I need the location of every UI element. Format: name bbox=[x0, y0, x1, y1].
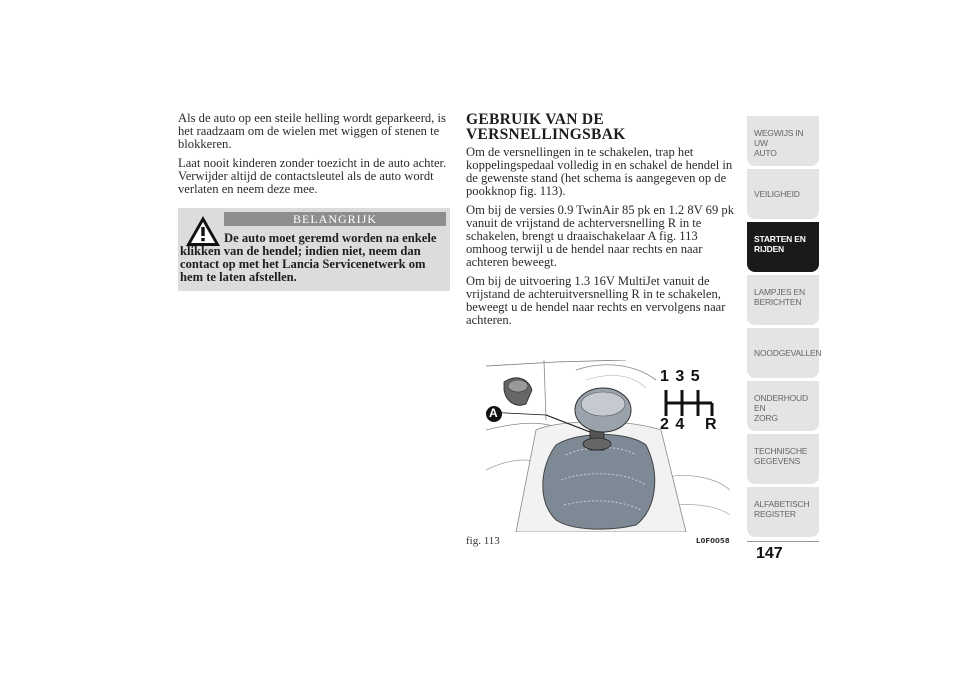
section-title: GEBRUIK VAN DE VERSNELLINGSBAK bbox=[466, 111, 626, 143]
paragraph: Laat nooit kinderen zonder toezicht in de auto achter. Verwijder altijd de contactsleutel als de auto wordt verlaten en neem deze mee. bbox=[178, 156, 447, 196]
gear-numbers-bottom-left: 2 4 bbox=[660, 416, 686, 433]
page-number: 147 bbox=[756, 545, 783, 562]
tab-alfabetisch-register[interactable]: ALFABETISCH REGISTER bbox=[747, 487, 819, 537]
main-column bbox=[466, 112, 738, 333]
figure-caption: fig. 113 bbox=[466, 535, 500, 547]
paragraph: Als de auto op een steile helling wordt geparkeerd, is het raadzaam om de wielen met wiggen of stenen te blokkeren. bbox=[178, 111, 446, 151]
gear-numbers-top: 1 3 5 bbox=[660, 368, 701, 385]
left-column bbox=[178, 112, 450, 202]
tab-lampjes[interactable]: LAMPJES EN BERICHTEN bbox=[747, 275, 819, 325]
warning-text: De auto moet geremd worden na enkele klikken van de hendel; indien niet, neem dan contact op met het Lancia Servicenetwerk om hem te laten afstellen. bbox=[180, 231, 437, 284]
figure-gear-lever bbox=[486, 360, 730, 532]
paragraph: Om bij de versies 0.9 TwinAir 85 pk en 1.2 8V 69 pk vanuit de vrijstand de achterversnelling R in te schakelen, brengt u draaischakelaar A fig. 113 omhoog terwijl u de hendel naar rechts en naar achteren beweegt. bbox=[466, 203, 734, 269]
tab-noodgevallen[interactable]: NOODGEVALLEN bbox=[747, 328, 819, 378]
divider bbox=[747, 541, 819, 542]
figure-code: L0F0058 bbox=[696, 537, 730, 545]
paragraph: Om bij de uitvoering 1.3 16V MultiJet vanuit de vrijstand de achteruitversnelling R in te schakelen, beweegt u de hendel naar rechts en vervolgens naar achteren. bbox=[466, 274, 726, 327]
tab-wegwijs[interactable]: WEGWIJS IN UW AUTO bbox=[747, 116, 819, 166]
warning-heading: BELANGRIJK bbox=[224, 212, 446, 226]
callout-label-a: A bbox=[489, 406, 498, 420]
tab-onderhoud[interactable]: ONDERHOUD EN ZORG bbox=[747, 381, 819, 431]
tab-technische-gegevens[interactable]: TECHNISCHE GEGEVENS bbox=[747, 434, 819, 484]
gear-reverse-label: R bbox=[705, 416, 717, 433]
warning-box bbox=[178, 208, 450, 291]
paragraph: Om de versnellingen in te schakelen, trap het koppelingspedaal volledig in en schakel de hendel in de gewenste stand (het schema is aangegeven op de pookknop fig. 113). bbox=[466, 145, 733, 198]
tab-starten-en-rijden[interactable]: STARTEN EN RIJDEN bbox=[747, 222, 819, 272]
chapter-sidebar bbox=[747, 116, 822, 540]
tab-veiligheid[interactable]: VEILIGHEID bbox=[747, 169, 819, 219]
